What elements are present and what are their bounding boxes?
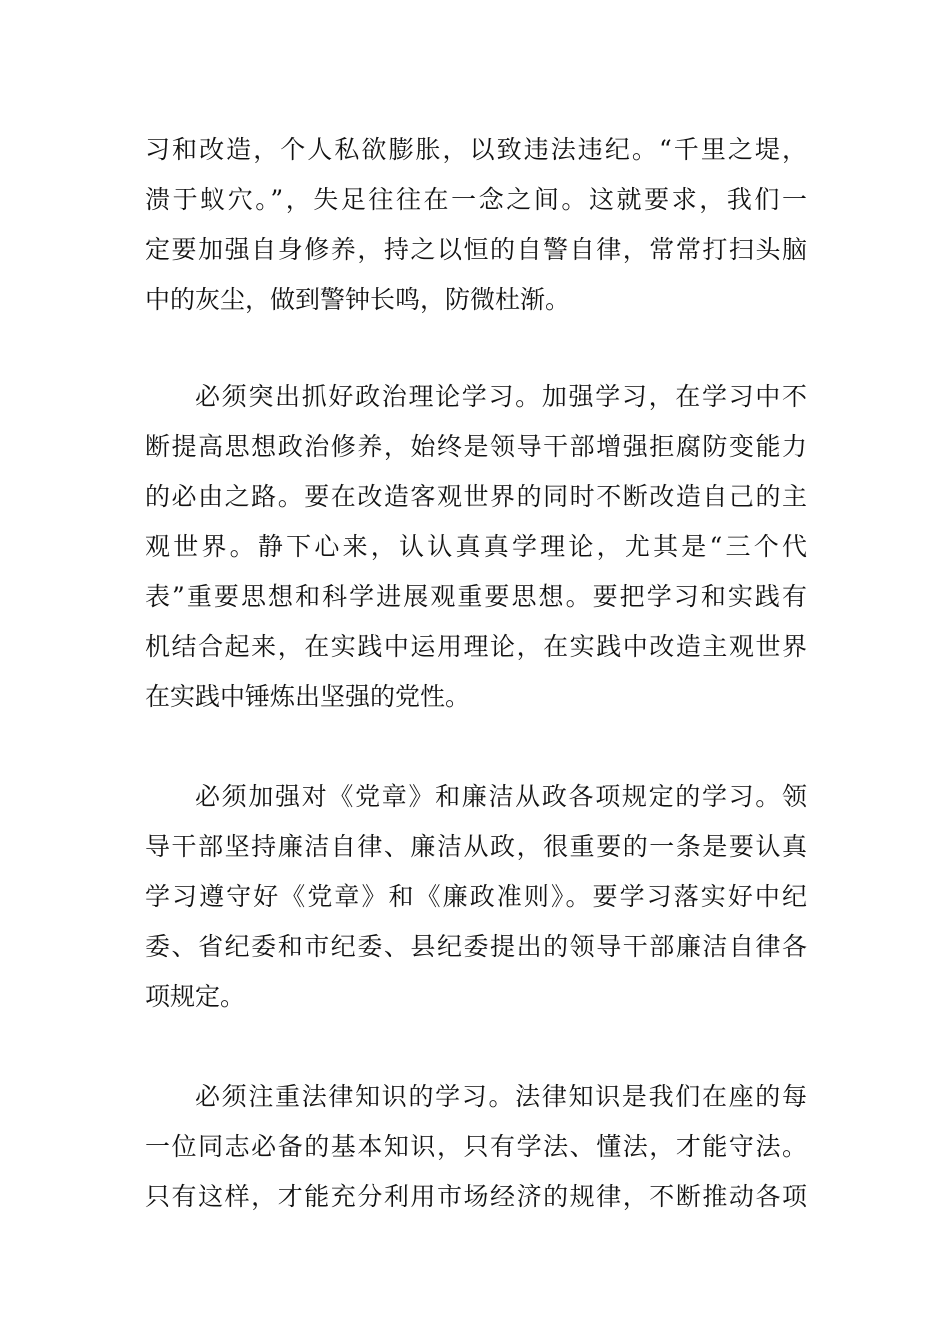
- text-line: 只有这样，才能充分利用市场经济的规律，不断推动各项: [145, 1182, 807, 1211]
- text-line: 溃于蚁穴。”，失足往往在一念之间。这就要求，我们一: [145, 185, 807, 214]
- text-line: 机结合起来，在实践中运用理论，在实践中改造主观世界: [145, 632, 807, 661]
- text-line: 项规定。: [145, 982, 246, 1011]
- text-line: 表”重要思想和科学进展观重要思想。要把学习和实践有: [145, 582, 807, 611]
- text-line: 中的灰尘，做到警钟长鸣，防微杜渐。: [145, 285, 571, 314]
- text-line: 必须注重法律知识的学习。法律知识是我们在座的每: [195, 1082, 807, 1111]
- text-line: 的必由之路。要在改造客观世界的同时不断改造自己的主: [145, 482, 807, 511]
- paragraph-political-theory: [145, 372, 807, 722]
- paragraph-party-constitution: [145, 772, 807, 1022]
- text-line: 必须加强对《党章》和廉洁从政各项规定的学习。领: [195, 782, 807, 811]
- text-line: 在实践中锤炼出坚强的党性。: [145, 682, 471, 711]
- text-line: 必须突出抓好政治理论学习。加强学习，在学习中不: [195, 382, 807, 411]
- paragraph-continuation: [145, 125, 807, 325]
- text-line: 导干部坚持廉洁自律、廉洁从政，很重要的一条是要认真: [145, 832, 807, 861]
- text-line: 观世界。静下心来，认认真真学理论，尤其是“三个代: [145, 532, 807, 561]
- text-line: 断提高思想政治修养，始终是领导干部增强拒腐防变能力: [145, 432, 807, 461]
- text-line: 学习遵守好《党章》和《廉政准则》。要学习落实好中纪: [145, 882, 807, 911]
- text-line: 习和改造，个人私欲膨胀，以致违法违纪。“千里之堤，: [145, 135, 807, 164]
- text-line: 一位同志必备的基本知识，只有学法、懂法，才能守法。: [145, 1132, 807, 1161]
- text-line: 定要加强自身修养，持之以恒的自警自律，常常打扫头脑: [145, 235, 807, 264]
- paragraph-legal-knowledge: [145, 1072, 807, 1222]
- text-line: 委、省纪委和市纪委、县纪委提出的领导干部廉洁自律各: [145, 932, 807, 961]
